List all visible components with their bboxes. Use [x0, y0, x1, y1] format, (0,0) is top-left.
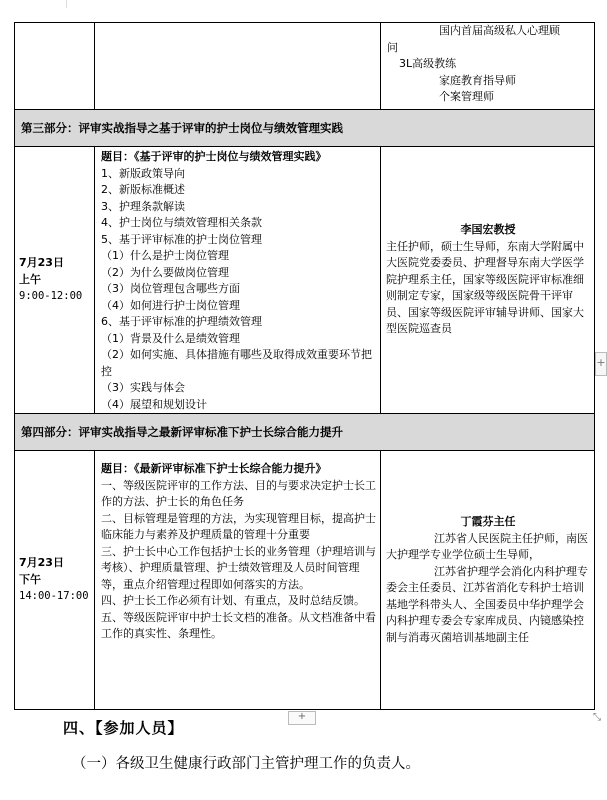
topic-line: 三、护士长中心工作包括护士长的业务管理（护理培训与考核）、护理质量管理、护士绩效管理及人员时间管理等，重点介绍管理过程即如何落实的方法。 [101, 544, 376, 591]
topic-line: （3）实践与体会 [101, 381, 185, 394]
speaker-bio: 主任护师，硕士生导师，东南大学附属中大医院党委委员、护理督导东南大学医学院护理系主任，国家等级医院评审标准细则制定专家，国家级等级医院骨干评审员、国家等级医院评审辅导讲师、国家大型医院巡查员 [386, 239, 584, 336]
speaker-bio: 江苏省护理学会消化内科护理专委会主任委员、江苏省消化专科护士培训基地学科带头人、全国委员中华护理学会内科护理专委会专家库成员、内镜感染控制与消毒灭菌培训基地副主任 [386, 564, 588, 644]
topic-line: 4、护士岗位与绩效管理相关条款 [101, 216, 262, 229]
bio-line: 国内首届高级私人心理顾 [439, 24, 560, 37]
bio-line: 问 [387, 40, 398, 54]
topic-line: （1）背景及什么是绩效管理 [101, 331, 240, 345]
topic-line: 3、护理条款解读 [101, 199, 185, 213]
session-date: 7月23日 [19, 256, 64, 270]
session-topic-cell [95, 147, 381, 414]
topic-line: 2、新版标准概述 [101, 183, 185, 196]
topic-line: 二、目标管理是管理的方法，为实现管理目标，提高护士临床能力与素养及护理质量的管理十分重要 [101, 511, 376, 541]
topic-line: 五、等级医院评审中护士长文档的准备。从文档准备中看工作的真实性、条理性。 [101, 610, 376, 640]
session-title: 题目：《最新评审标准下护士长综合能力提升》 [101, 462, 327, 475]
session-topic-cell [95, 451, 381, 710]
topic-line: 四、护士长工作必须有计划、有重点，及时总结反馈。 [101, 594, 365, 607]
session-period: 下午 [19, 572, 41, 586]
session-row-morning [15, 147, 595, 414]
topic-line: （3）岗位管理包含哪些方面 [101, 282, 240, 295]
session-time-cell [15, 147, 95, 414]
section-header-row [15, 414, 595, 451]
session-speaker-cell [381, 451, 595, 710]
table-row-continued [15, 23, 595, 110]
session-time: 9:00-12:00 [19, 290, 83, 303]
topic-line: （1）什么是护士岗位管理 [101, 249, 229, 262]
page-margin-guide [66, 0, 67, 8]
schedule-table [14, 22, 595, 710]
topic-line: （2）为什么要做岗位管理 [101, 265, 229, 279]
session-date: 7月23日 [19, 556, 64, 570]
speaker-name: 丁霞芬主任 [460, 515, 516, 528]
speaker-bio: 江苏省人民医院主任护师，南医大护理学专业学位硕士生导师， [386, 531, 588, 561]
speaker-name: 李国宏教授 [460, 223, 516, 237]
section-header-row [15, 110, 595, 147]
section-3-title: 第三部分：评审实战指导之基于评审的护士岗位与绩效管理实践 [15, 110, 595, 147]
topic-line: 一、等级医院评审的工作方法、目的与要求决定护士长工作的方法、护士长的角色任务 [101, 478, 376, 508]
continued-time-cell [15, 23, 95, 110]
session-speaker-cell [381, 147, 595, 414]
session-title: 题目：《基于评审的护士岗位与绩效管理实践》 [101, 150, 327, 163]
session-period: 上午 [19, 272, 41, 286]
topic-line: （2）如何实施、具体措施有哪些及取得成效重要环节把控 [101, 348, 372, 378]
session-row-afternoon [15, 451, 595, 710]
continued-speaker-cell [381, 23, 595, 110]
topic-line: 5、基于评审标准的护士岗位管理 [101, 232, 262, 246]
continued-topic-cell [95, 23, 381, 110]
bio-line: 个案管理师 [439, 90, 494, 103]
session-time-cell [15, 451, 95, 710]
body-paragraph: （一）各级卫生健康行政部门主管护理工作的负责人。 [72, 756, 420, 772]
topic-line: （4）如何进行护士岗位管理 [101, 298, 240, 312]
section-4-title: 第四部分：评审实战指导之最新评审标准下护士长综合能力提升 [15, 414, 595, 451]
session-time: 14:00-17:00 [19, 590, 89, 603]
table-edge-add-button[interactable]: + [595, 352, 607, 376]
add-row-button[interactable]: + [288, 711, 316, 725]
topic-line: 6、基于评审标准的护理绩效管理 [101, 315, 262, 328]
table-resize-handle[interactable]: ⤡ [593, 712, 601, 723]
section-heading: 四、【参加人员】 [63, 719, 184, 737]
topic-line: （4）展望和规划设计 [101, 397, 207, 411]
topic-line: 1、新版政策导向 [101, 166, 185, 180]
bio-line: 家庭教育指导师 [439, 73, 516, 87]
bio-line: 3L高级教练 [399, 57, 457, 70]
